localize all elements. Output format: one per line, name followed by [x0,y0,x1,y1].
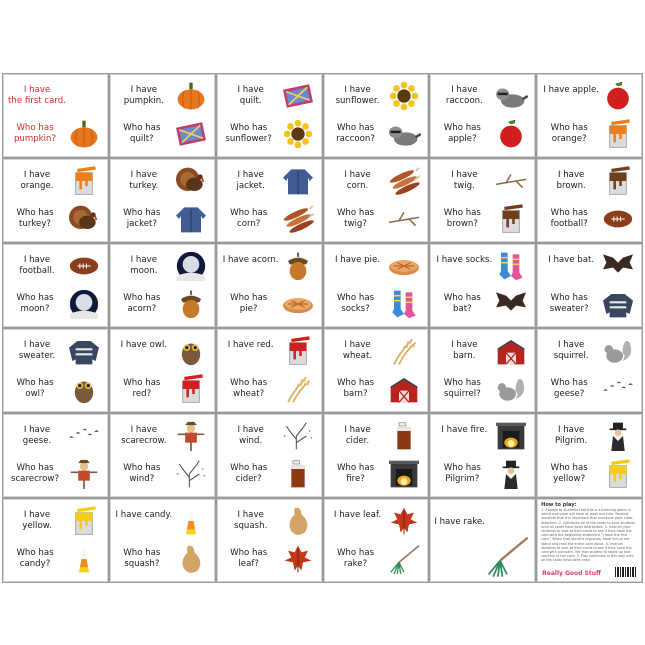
who-has-text: Who has fire? [336,463,375,484]
quilt-icon [281,81,315,111]
geese-icon [601,374,635,404]
have-text: I have sweater. [18,340,56,361]
game-card [217,159,322,242]
sunflower-icon [387,81,421,111]
game-card [537,159,642,242]
sweater-icon [67,336,101,366]
have-text: I have bat. [548,255,595,265]
game-card [110,74,215,157]
game-card [3,159,108,242]
wheat-icon [387,336,421,366]
owl-icon [67,374,101,404]
who-has-text: Who has acorn? [123,293,161,314]
have-text: I have sunflower. [335,85,380,106]
game-card [110,329,215,412]
apple-icon [494,119,528,149]
who-has-text: Who has cider? [230,463,268,484]
wind-icon [174,459,208,489]
football-icon [601,204,635,234]
have-text: I have squash. [234,510,268,531]
game-card [3,499,108,582]
who-has-text: Who has squash? [123,548,161,569]
squirrel-icon [494,374,528,404]
game-card [110,159,215,242]
bat-icon [494,289,528,319]
geese-icon [67,421,101,451]
raccoon-icon [494,81,528,111]
have-text: I have pumpkin. [123,85,164,106]
who-has-text: Who has scarecrow? [10,463,60,484]
have-text: I have scarecrow. [121,425,167,446]
game-card [3,329,108,412]
have-text: I have moon. [130,255,158,276]
have-text: I have socks. [436,255,493,265]
have-text: I have squirrel. [553,340,589,361]
bingo-card-sheet [2,73,643,583]
turkey-icon [67,204,101,234]
who-has-text: Who has pie? [230,293,268,314]
fireplace-icon [387,459,421,489]
who-has-text: Who has red? [123,378,161,399]
barn-icon [387,374,421,404]
game-card [110,414,215,497]
orange-paint-icon [601,119,635,149]
squash-icon [281,506,315,536]
who-has-text: Who has orange? [550,123,588,144]
socks-icon [494,251,528,281]
have-text: I have leaf. [333,510,382,520]
game-card [217,74,322,157]
corn-icon [387,166,421,196]
orange-paint-icon [67,166,101,196]
have-text: I have apple. [543,85,599,95]
barcode-icon [615,567,637,577]
candy-corn-icon [67,544,101,574]
game-card [324,414,429,497]
who-has-text: Who has leaf? [230,548,268,569]
pie-icon [281,289,315,319]
have-text: I have corn. [344,170,371,191]
sweater-icon [601,289,635,319]
have-text: I have orange. [20,170,54,191]
who-has-text: Who has rake? [336,548,375,569]
have-text: I have pie. [335,255,380,265]
have-text: I have candy. [115,510,173,520]
have-text: I have football. [19,255,55,276]
game-card [217,414,322,497]
quilt-icon [174,119,208,149]
brown-paint-icon [601,166,635,196]
who-has-text: Who has quilt? [123,123,161,144]
owl-icon [174,336,208,366]
sunflower-icon [281,119,315,149]
game-card [324,244,429,327]
brand-logo: Really Good Stuff [542,570,601,577]
game-card [324,499,429,582]
twig-icon [494,166,528,196]
who-has-text: Who has corn? [230,208,268,229]
football-icon [67,251,101,281]
have-text: I have wind. [237,425,264,446]
scarecrow-icon [67,459,101,489]
how-to-play-card [537,499,642,582]
game-card [430,414,535,497]
game-card [430,329,535,412]
red-paint-icon [174,374,208,404]
who-has-text: Who has barn? [336,378,375,399]
corn-icon [281,204,315,234]
who-has-text: Who has apple? [443,123,481,144]
who-has-text: Who has pumpkin? [13,123,57,144]
game-card [3,74,108,157]
game-card [537,414,642,497]
twig-icon [387,204,421,234]
pumpkin-icon [67,119,101,149]
pilgrim-icon [601,421,635,451]
who-has-text: Who has geese? [550,378,588,399]
have-text: I have rake. [434,517,485,527]
who-has-text: Who has football? [550,208,588,229]
jacket-icon [174,204,208,234]
game-card [537,244,642,327]
game-card [217,329,322,412]
cider-icon [387,421,421,451]
have-text: I have Pilgrim. [555,425,588,446]
who-has-text: Who has twig? [336,208,375,229]
barn-icon [494,336,528,366]
moon-icon [174,251,208,281]
have-text: I have geese. [22,425,52,446]
yellow-paint-icon [601,459,635,489]
have-text: I have wheat. [342,340,373,361]
who-has-text: Who has moon? [16,293,54,314]
who-has-text: Who has turkey? [16,208,54,229]
game-card [3,414,108,497]
pumpkin-icon [174,81,208,111]
who-has-text: Who has squirrel? [443,378,481,399]
who-has-text: Who has brown? [443,208,481,229]
have-text: I have cider. [344,425,371,446]
have-text: I have brown. [556,170,586,191]
game-card [430,74,535,157]
game-card [3,244,108,327]
pilgrim-icon [494,459,528,489]
who-has-text: Who has jacket? [123,208,161,229]
jacket-icon [281,166,315,196]
have-text: I have fire. [441,425,488,435]
fireplace-icon [494,421,528,451]
who-has-text: Who has yellow? [550,463,588,484]
who-has-text: Who has Pilgrim? [443,463,481,484]
rake-icon [387,544,421,574]
game-card [324,74,429,157]
game-card [430,244,535,327]
who-has-text: Who has wheat? [230,378,268,399]
brown-paint-icon [494,204,528,234]
have-text: I have yellow. [22,510,52,531]
who-has-text: Who has candy? [16,548,54,569]
game-card [430,499,535,582]
game-card [110,244,215,327]
who-has-text: Who has owl? [16,378,54,399]
bat-icon [601,251,635,281]
who-has-text: Who has raccoon? [336,123,375,144]
have-text: I have turkey. [129,170,159,191]
have-text: I have red. [227,340,274,350]
squash-icon [174,544,208,574]
cider-icon [281,459,315,489]
who-has-text: Who has sweater? [549,293,589,314]
game-card [324,329,429,412]
socks-icon [387,289,421,319]
pie-icon [387,251,421,281]
how-to-play-instructions: 1. Explain to students that this is a listening game in which everyone will have at least one turn. Remind students that it is important that everyone pays close attention. 2. Distribute all of the cards to your students until all cards have been distributed. 3. Instruct your students to look at their cards to see if they have the card with the beginning statement "I have the first card." When that student responds, have him or her stand and read the entire card aloud. 4. Instruct students to look at their cards to see if they have the card with pumpkin. Tell that student to stand up and read his or her card. 5. Play continues in this way until all the cards have been read. [541,508,636,563]
who-has-text: Who has bat? [443,293,481,314]
leaf-icon [281,544,315,574]
red-paint-icon [281,336,315,366]
scarecrow-icon [174,421,208,451]
moon-icon [67,289,101,319]
wind-icon [281,421,315,451]
apple-icon [601,81,635,111]
game-card [217,499,322,582]
who-has-text: Who has socks? [336,293,375,314]
game-card [217,244,322,327]
wheat-icon [281,374,315,404]
how-to-play-title: How to play: [541,502,577,508]
game-card [324,159,429,242]
game-card [537,329,642,412]
acorn-icon [281,251,315,281]
have-text: I have quilt. [237,85,264,106]
who-has-text: Who has sunflower? [225,123,272,144]
who-has-text: Who has wind? [123,463,161,484]
have-text: I have owl. [120,340,168,350]
squirrel-icon [601,336,635,366]
have-text: I have raccoon. [445,85,483,106]
rake-icon [484,530,530,582]
have-text: I have acorn. [222,255,279,265]
yellow-paint-icon [67,506,101,536]
have-text: I have barn. [451,340,478,361]
candy-corn-icon [174,506,208,536]
game-card [430,159,535,242]
game-card [110,499,215,582]
have-text: I have jacket. [236,170,265,191]
have-text: I have the first card. [8,85,66,106]
have-text: I have twig. [451,170,478,191]
turkey-icon [174,166,208,196]
raccoon-icon [387,119,421,149]
game-card [537,74,642,157]
acorn-icon [174,289,208,319]
leaf-icon [387,506,421,536]
